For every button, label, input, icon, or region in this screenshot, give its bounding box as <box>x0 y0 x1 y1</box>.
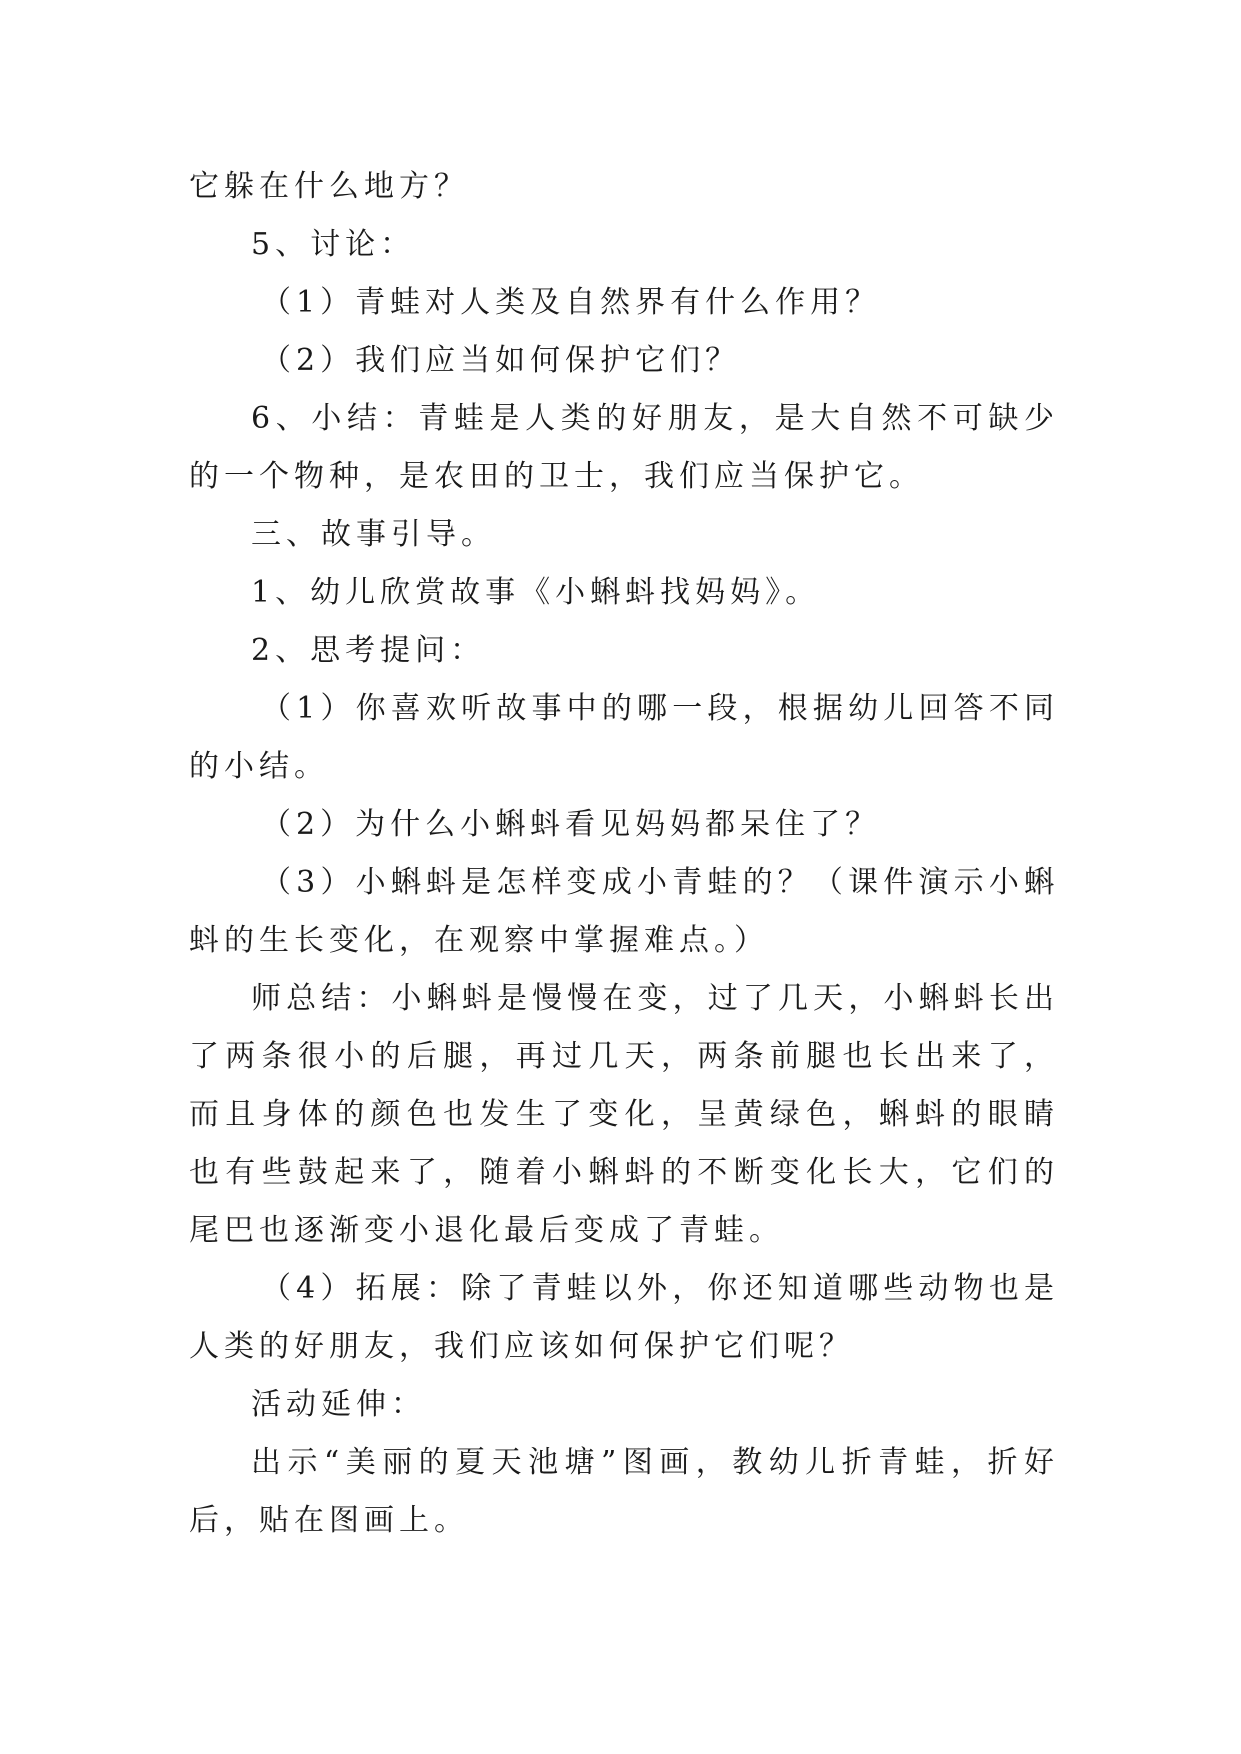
document-body <box>189 158 1059 1550</box>
paragraph-teacher-summary: 师总结：小蝌蚪是慢慢在变，过了几天，小蝌蚪长出了两条很小的后腿，再过几天，两条前腿也长出来了，而且身体的颜色也发生了变化，呈黄绿色，蝌蚪的眼睛也有些鼓起来了，随着小蝌蚪的不断变化长大，它们的尾巴也逐渐变小退化最后变成了青蛙。 <box>189 981 1059 1248</box>
paragraph-section-three: 三、故事引导。 <box>251 517 496 552</box>
paragraph-question-3: （3）小蝌蚪是怎样变成小青蛙的？（课件演示小蝌蚪的生长变化，在观察中掌握难点。） <box>189 865 1059 958</box>
paragraph-question-1: （1）你喜欢听故事中的哪一段，根据幼儿回答不同的小结。 <box>189 691 1059 784</box>
paragraph-activity-heading: 活动延伸： <box>251 1387 426 1422</box>
paragraph-discussion-q2: （2）我们应当如何保护它们？ <box>261 343 741 378</box>
paragraph-question-2: （2）为什么小蝌蚪看见妈妈都呆住了？ <box>261 807 881 842</box>
paragraph-discussion-heading: 5、讨论： <box>251 227 416 262</box>
paragraph-continuation: 它躲在什么地方？ <box>189 169 469 204</box>
paragraph-extension: （4）拓展：除了青蛙以外，你还知道哪些动物也是人类的好朋友，我们应该如何保护它们呢？ <box>189 1271 1059 1364</box>
paragraph-activity-content: 出示“美丽的夏天池塘”图画，教幼儿折青蛙，折好后，贴在图画上。 <box>189 1445 1059 1538</box>
paragraph-story: 1、幼儿欣赏故事《小蝌蚪找妈妈》。 <box>251 575 821 610</box>
paragraph-summary: 6、小结：青蛙是人类的好朋友，是大自然不可缺少的一个物种，是农田的卫士，我们应当保护它。 <box>189 401 1059 494</box>
paragraph-discussion-q1: （1）青蛙对人类及自然界有什么作用？ <box>261 285 881 320</box>
paragraph-questions-heading: 2、思考提问： <box>251 633 486 668</box>
